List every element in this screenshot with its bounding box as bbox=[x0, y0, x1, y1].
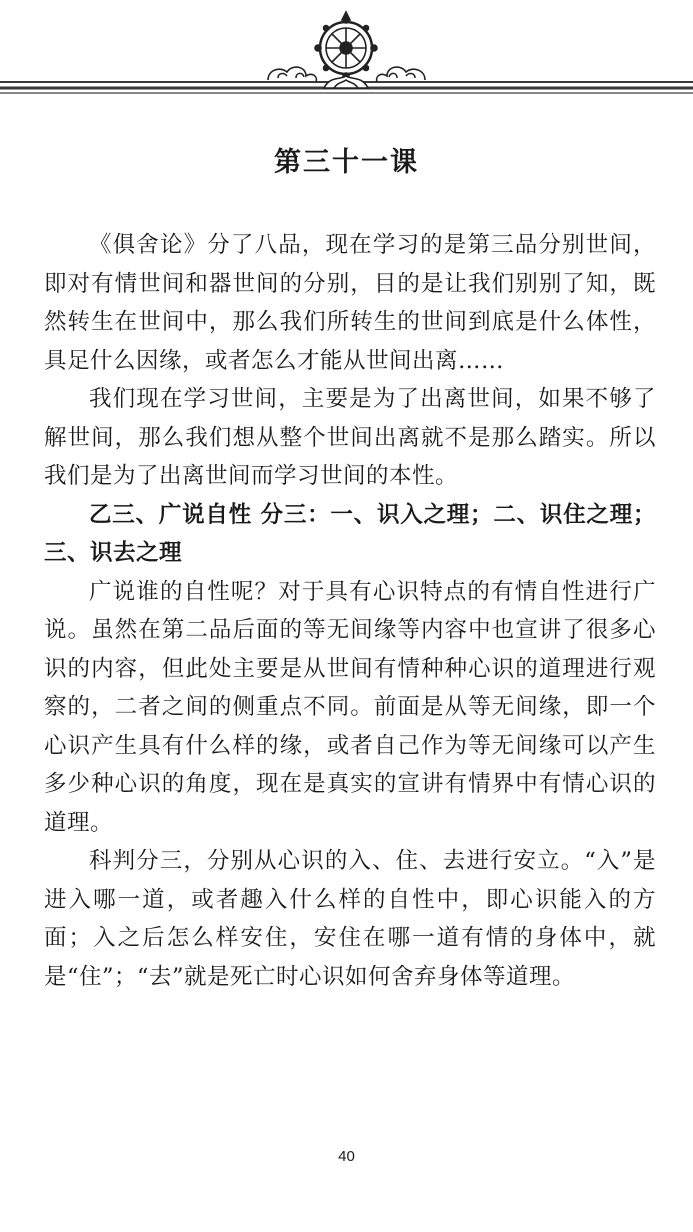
section-heading: 乙三、广说自性 分三：一、识入之理；二、识住之理；三、识去之理 bbox=[44, 501, 656, 566]
page-header-ornament bbox=[0, 0, 693, 110]
lesson-title: 第三十一课 bbox=[274, 147, 419, 178]
dharma-wheel-icon bbox=[315, 12, 377, 88]
page-number: 40 bbox=[338, 1148, 355, 1165]
cloud-ornament-left-icon bbox=[268, 67, 316, 82]
paragraph-intro: 《俱舍论》分了八品，现在学习的是第三品分别世间，即对有情世间和器世间的分别，目的是让我们别别了知，既然转生在世间中，那么我们所转生的世间到底是什么体性，具足什么因缘，或者怎么才能从世间出离…… bbox=[44, 232, 656, 374]
paragraph-outline: 科判分三，分别从心识的入、住、去进行安立。“入”是进入哪一道，或者趣入什么样的自性中，即心识能入的方面；入之后怎么样安住，安住在哪一道有情的身体中，就是“住”；“去”就是死亡时心识如何舍弃身体等道理。 bbox=[44, 848, 656, 990]
header-banner bbox=[0, 0, 693, 110]
cloud-ornament-right-icon bbox=[377, 67, 425, 82]
paragraph-explanation: 广说谁的自性呢？对于具有心识特点的有情自性进行广说。虽然在第二品后面的等无间缘等内容中也宣讲了很多心识的内容，但此处主要是从世间有情种种心识的道理进行观察的，二者之间的侧重点不同。前面是从等无间缘，即一个心识产生具有什么样的缘，或者自己作为等无间缘可以产生多少种心识的角度，现在是真实的宣讲有情界中有情心识的道理。 bbox=[44, 578, 656, 836]
lesson-body bbox=[44, 226, 656, 996]
paragraph-purpose: 我们现在学习世间，主要是为了出离世间，如果不够了解世间，那么我们想从整个世间出离就不是那么踏实。所以我们是为了出离世间而学习世间的本性。 bbox=[44, 386, 656, 489]
